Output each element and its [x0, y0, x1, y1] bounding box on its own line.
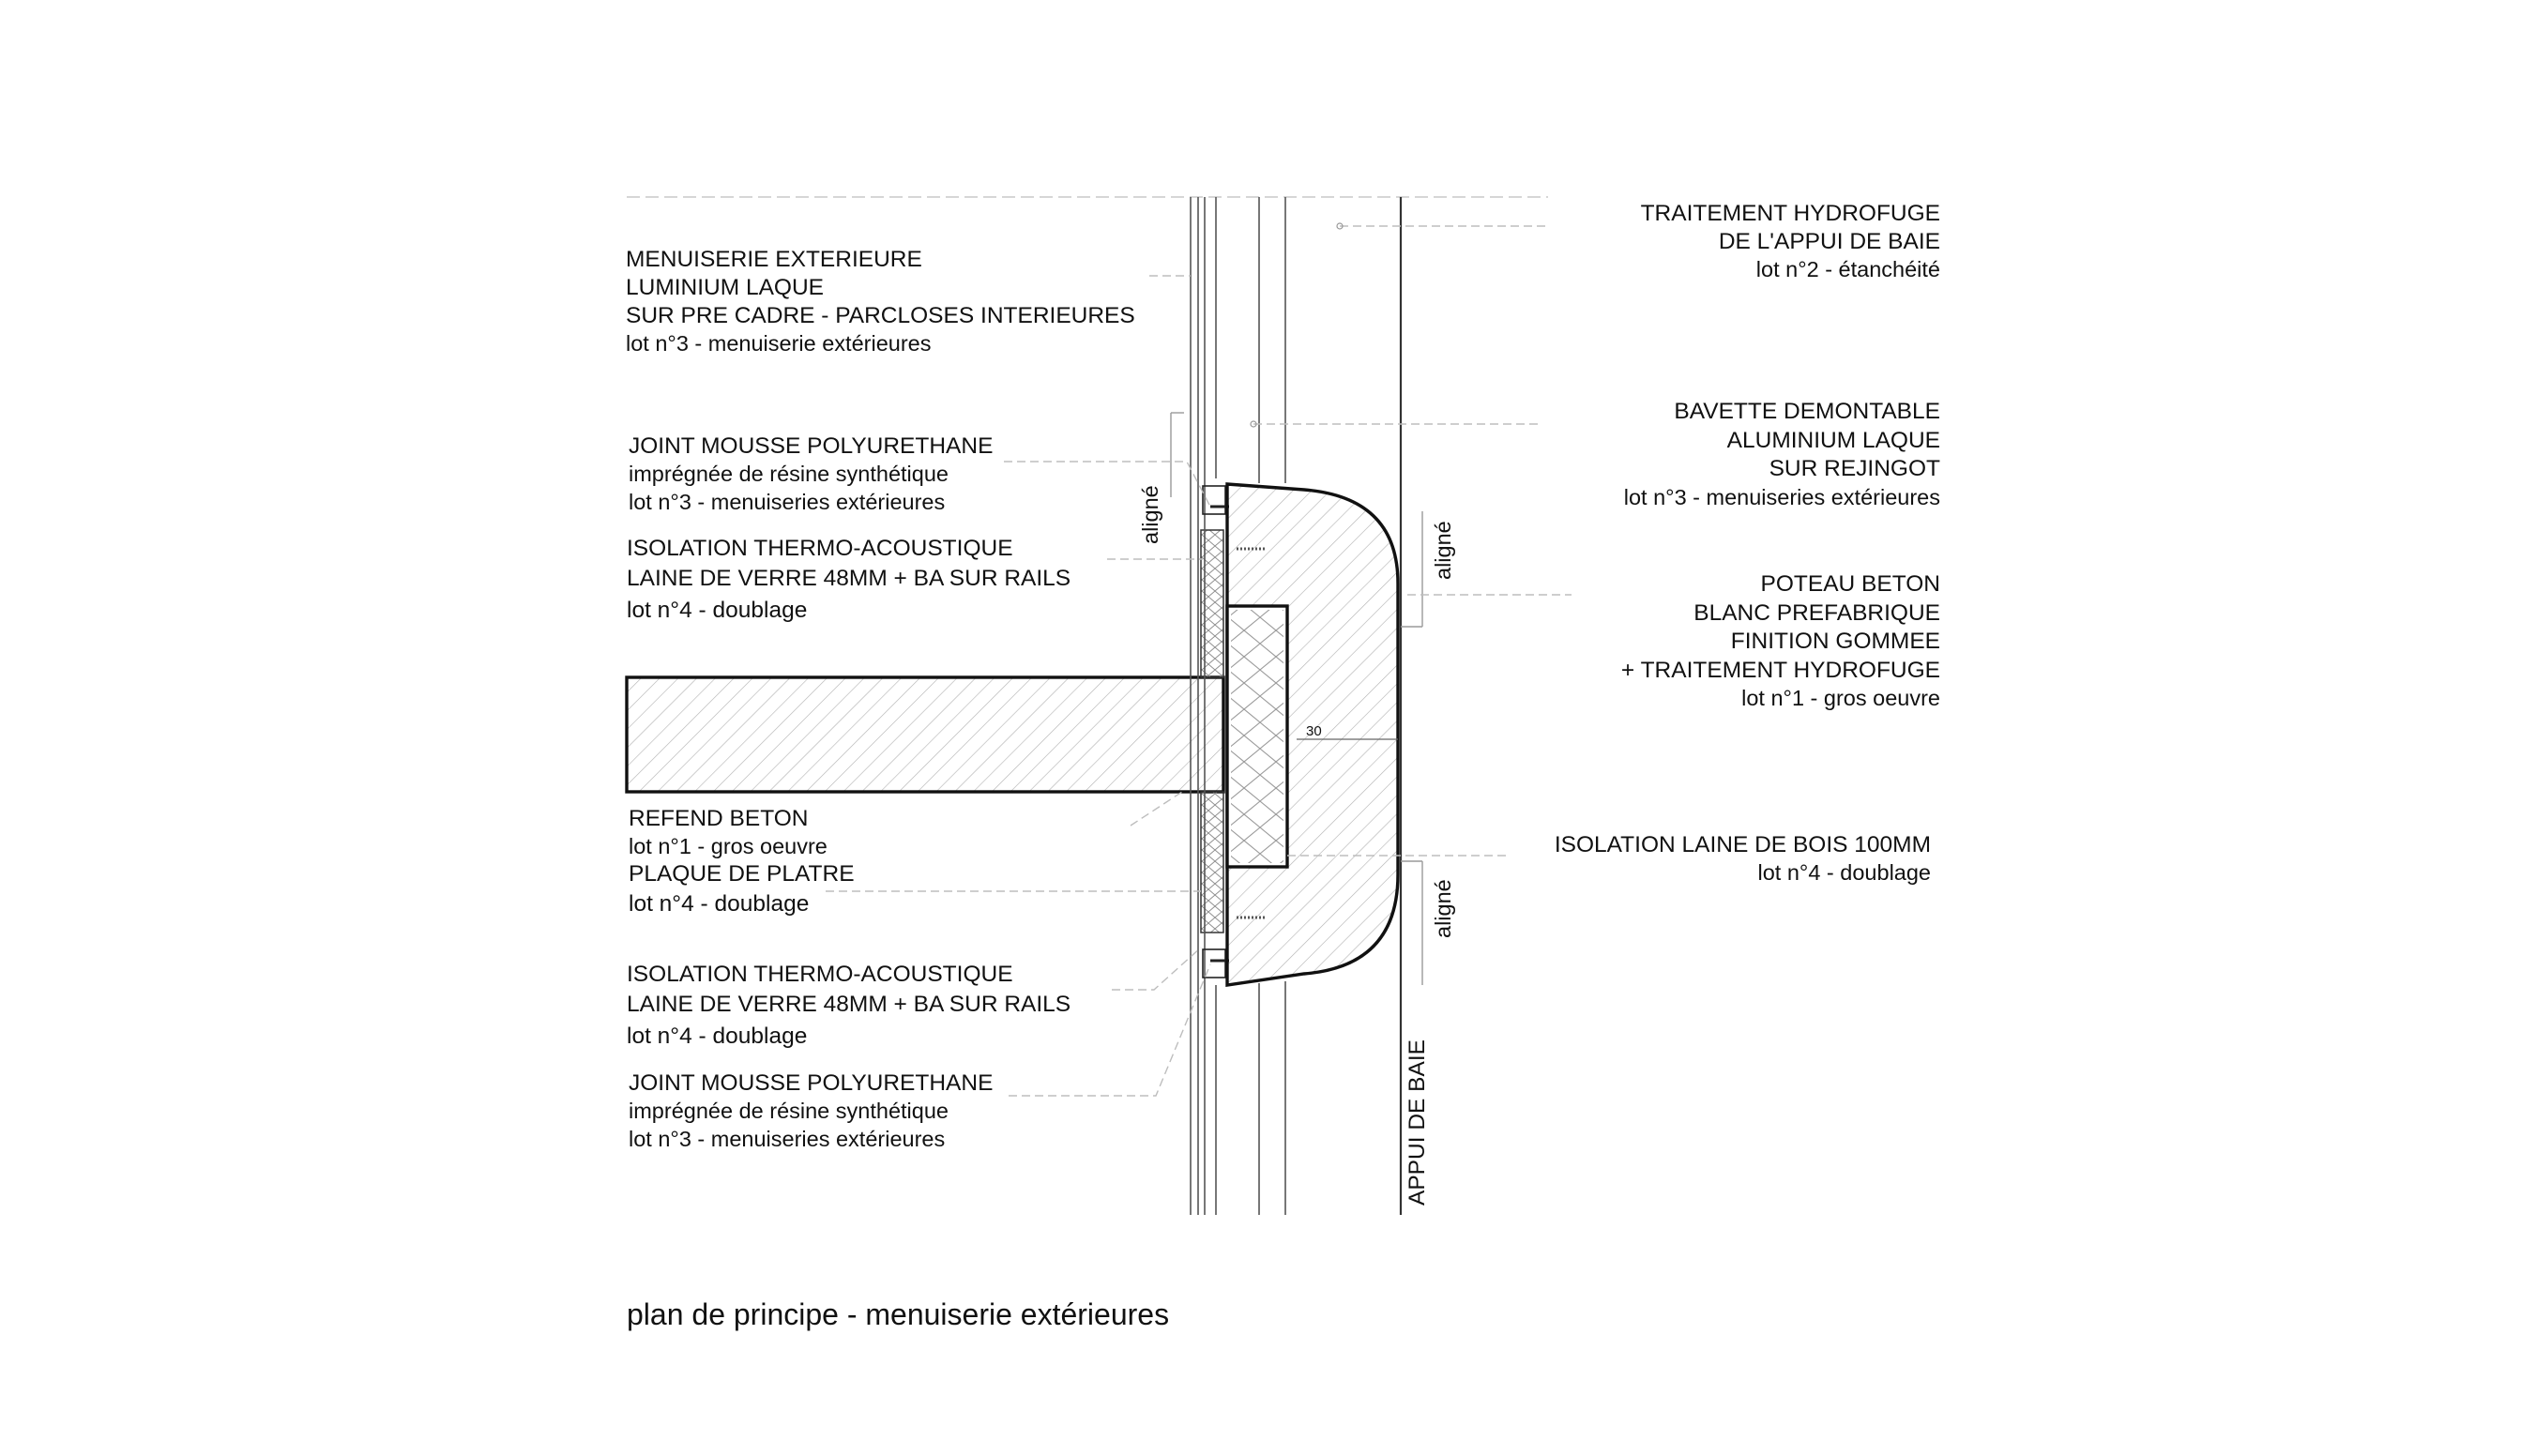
aligne-label-left: aligné — [1138, 485, 1162, 544]
annotation-line: lot n°4 - doublage — [627, 1024, 808, 1049]
leader-joint-top — [1004, 462, 1210, 507]
annotation-line: ISOLATION LAINE DE BOIS 100MM — [1554, 832, 1931, 857]
annotation-line: ISOLATION THERMO-ACOUSTIQUE — [627, 962, 1013, 987]
annotation-bavette-demontable — [1624, 399, 1940, 509]
annotation-line: lot n°4 - doublage — [627, 598, 808, 623]
annotation-line: ALUMINIUM LAQUE — [1726, 428, 1940, 453]
annotation-poteau-beton — [1621, 571, 1940, 710]
annotation-isolation-top — [627, 536, 1071, 623]
annotation-line: LUMINIUM LAQUE — [626, 275, 825, 300]
annotation-line: lot n°3 - menuiseries extérieures — [629, 490, 946, 514]
annotation-traitement-hydrofuge — [1641, 201, 1940, 281]
annotation-line: lot n°3 - menuiseries extérieures — [629, 1127, 946, 1151]
annotation-line: lot n°1 - gros oeuvre — [1741, 686, 1940, 710]
annotation-isolation-bottom — [627, 962, 1071, 1049]
annotation-line: SUR REJINGOT — [1769, 456, 1940, 481]
aligne-label-right-lower: aligné — [1431, 879, 1455, 938]
annotation-joint-mousse-bottom — [629, 1070, 993, 1151]
annotation-line: ISOLATION THERMO-ACOUSTIQUE — [627, 536, 1013, 561]
dimension-value: 30 — [1306, 723, 1322, 739]
annotation-line: imprégnée de résine synthétique — [629, 462, 949, 486]
annotation-line: REFEND BETON — [629, 806, 809, 831]
annotation-line: FINITION GOMMEE — [1730, 629, 1940, 654]
annotation-refend-beton — [629, 806, 828, 858]
annotation-line: LAINE DE VERRE 48MM + BA SUR RAILS — [627, 566, 1071, 591]
aligne-label-right-upper: aligné — [1431, 521, 1455, 580]
annotation-line: imprégnée de résine synthétique — [629, 1099, 949, 1123]
annotation-line: lot n°4 - doublage — [629, 891, 810, 917]
annotation-isolation-laine-de-bois — [1555, 832, 1931, 885]
leader-isolation-bottom — [1112, 948, 1201, 990]
laine-de-bois-hatch — [1231, 610, 1283, 863]
leader-refend — [1131, 792, 1182, 826]
annotation-line: JOINT MOUSSE POLYURETHANE — [629, 433, 994, 459]
annotation-line: PLAQUE DE PLATRE — [629, 861, 855, 887]
refend-beton-wall — [627, 677, 1223, 792]
annotation-line: POTEAU BETON — [1760, 571, 1940, 597]
annotation-line: DE L'APPUI DE BAIE — [1718, 229, 1940, 254]
leader-joint-bottom — [1009, 964, 1210, 1096]
annotation-line: LAINE DE VERRE 48MM + BA SUR RAILS — [627, 992, 1071, 1017]
annotation-line: lot n°4 - doublage — [1757, 860, 1931, 885]
annotation-line: BAVETTE DEMONTABLE — [1674, 399, 1940, 424]
annotation-line: + TRAITEMENT HYDROFUGE — [1620, 658, 1940, 683]
annotation-line: TRAITEMENT HYDROFUGE — [1640, 201, 1940, 226]
appui-de-baie-label: APPUI DE BAIE — [1405, 1039, 1430, 1206]
annotation-menuiserie-exterieure — [626, 247, 1135, 356]
annotation-line: lot n°1 - gros oeuvre — [629, 834, 828, 858]
annotation-plaque-de-platre — [629, 861, 855, 917]
annotation-joint-mousse-top — [629, 433, 993, 514]
annotation-line: lot n°2 - étanchéité — [1755, 257, 1940, 281]
annotation-line: JOINT MOUSSE POLYURETHANE — [629, 1070, 994, 1096]
annotation-line: BLANC PREFABRIQUE — [1693, 600, 1940, 626]
annotation-line: MENUISERIE EXTERIEURE — [626, 247, 922, 272]
annotation-line: lot n°3 - menuiseries extérieures — [1623, 485, 1940, 509]
annotation-line: lot n°3 - menuiserie extérieures — [626, 331, 932, 356]
drawing-caption: plan de principe - menuiserie extérieures — [627, 1297, 1170, 1331]
annotation-line: SUR PRE CADRE - PARCLOSES INTERIEURES — [626, 303, 1135, 328]
